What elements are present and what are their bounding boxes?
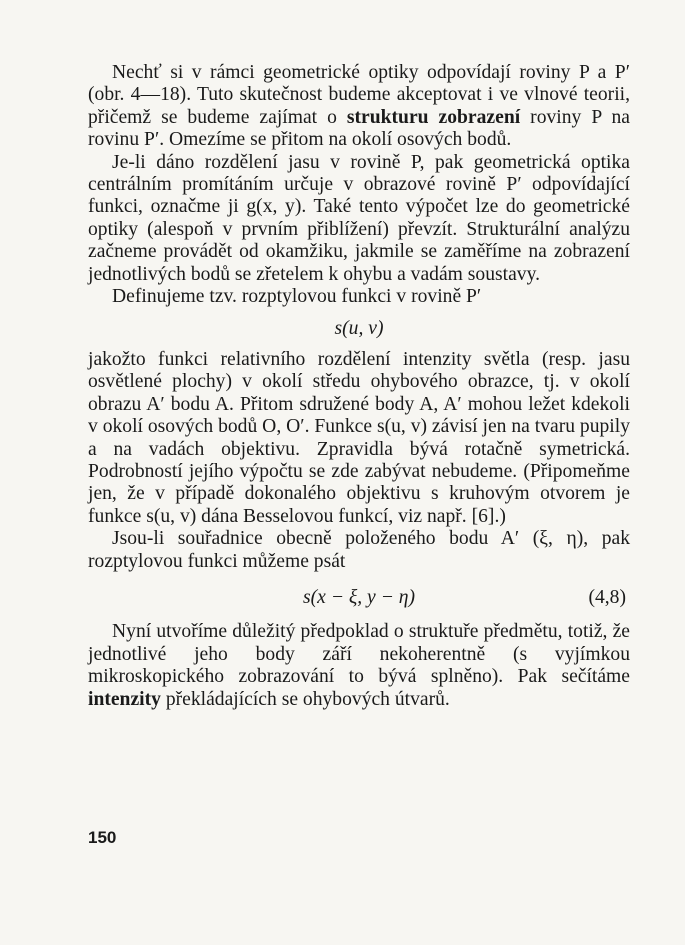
body-text xyxy=(88,62,630,711)
paragraph-3: Definujeme tzv. rozptylovou funkci v rovině P′ xyxy=(112,286,482,308)
term-struktura-zobrazeni: strukturu zobrazení xyxy=(346,106,521,128)
equation-number: (4,8) xyxy=(588,586,626,608)
paragraph-1: Nechť si v rámci geometrické optiky odpovídají roviny P a P′ (obr. 4—18). Tuto skutečnost budeme akceptovat i ve vlnové teorii, přičemž se budeme zajímat o strukturu zobrazení roviny P na rovinu P′. Omezíme se přitom na okolí osových bodů. xyxy=(88,62,630,151)
equation-4-8-body: s(x − ξ, y − η) xyxy=(302,586,415,608)
page-number: 150 xyxy=(88,828,117,847)
paragraph-6: Nyní utvoříme důležitý předpoklad o struktuře předmětu, totiž, že jednotlivé jeho body září nekoherentně (s vyjímkou mikroskopického zobrazování to bývá splněno). Pak sečítáme intenzity překládajících se ohybových útvarů. xyxy=(88,621,630,710)
paragraph-5: Jsou-li souřadnice obecně položeného bodu A′ (ξ, η), pak rozptylovou funkci můžeme psát xyxy=(88,528,630,572)
paragraph-2: Je-li dáno rozdělení jasu v rovině P, pak geometrická optika centrálním promítáním určuje v obrazové rovině P′ odpovídající funkci, označme ji g(x, y). Také tento výpočet lze do geometrické optiky (alespoň v prvním přiblížení) převzít. Strukturální analýzu začneme provádět od okamžiku, jakmile se zaměříme na zobrazení jednotlivých bodů se zřetelem k ohybu a vadám soustavy. xyxy=(88,151,630,285)
term-intenzity: intenzity xyxy=(88,688,161,710)
equation-4-8 xyxy=(88,587,630,609)
paragraph-4: jakožto funkci relativního rozdělení intenzity světla (resp. jasu osvětlené plochy) v okolí středu ohybového obrazce, tj. v okolí obrazu A′ bodu A. Přitom sdružené body A, A′ mohou ležet kdekoli v okolí osových bodů O, O′. Funkce s(u, v) závisí jen na tvaru pupily a na vadách objektivu. Zpravidla bývá rotačně symetrická. Podrobností jejího výpočtu se zde zabývat nebudeme. (Připomeňme jen, že v případě dokonalého objektivu s kruhovým otvorem je funkce s(u, v) dána Besselovou funkcí, viz např. [6].) xyxy=(88,348,630,527)
equation-spread-function: s(u, v) xyxy=(334,318,384,340)
